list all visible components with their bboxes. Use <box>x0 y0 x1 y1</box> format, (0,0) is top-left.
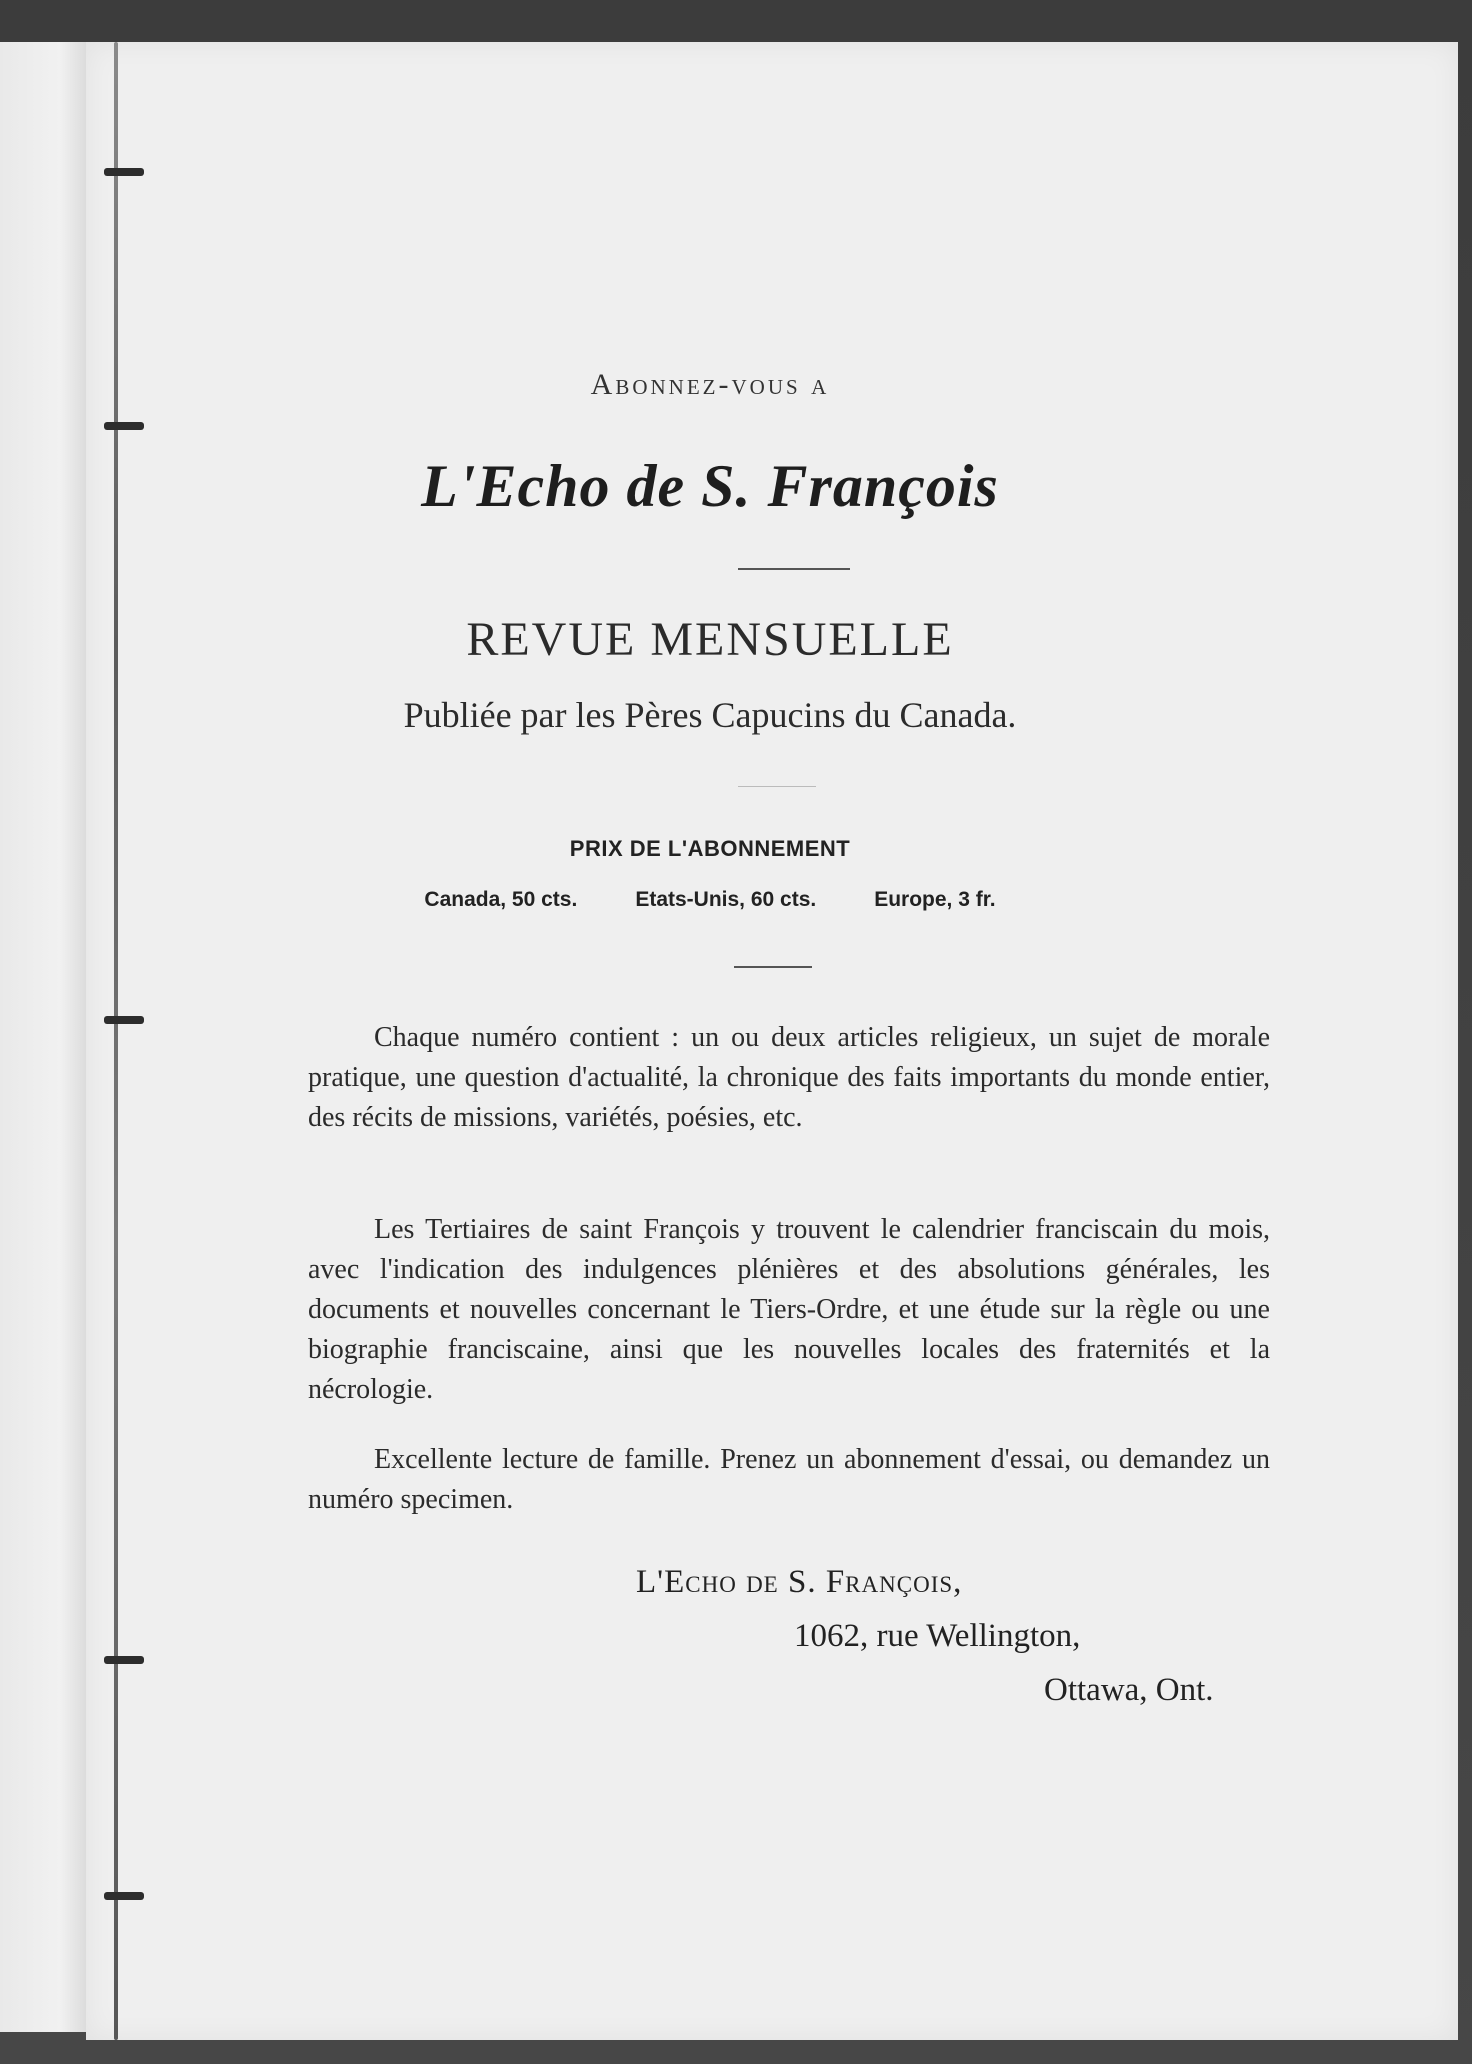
thread-line <box>114 42 118 2040</box>
paragraph-tertiaires: Les Tertiaires de saint François y trouvent le calendrier franciscain du mois, avec l'indication des indulgences plénières et des absolutions générales, les documents et nouvelles concernant le Tiers-Ordre, et une étude sur la règle ou une biographie franciscaine, ainsi que les nouvelles locales des fraternités et la nécrologie. <box>308 1214 1270 1405</box>
binding-stitch <box>104 422 144 430</box>
divider-rule <box>738 786 816 787</box>
binding-stitch <box>104 1892 144 1900</box>
journal-title: L'Echo de S. François <box>421 453 999 519</box>
divider-rule <box>738 568 850 570</box>
facing-page-edge <box>0 42 86 2032</box>
signature-city: Ottawa, Ont. <box>1044 1672 1214 1708</box>
page-content <box>300 0 1280 2064</box>
binding-stitch <box>104 168 144 176</box>
paragraph-contents: Chaque numéro contient : un ou deux articles religieux, un sujet de morale pratique, une question d'actualité, la chronique des faits importants du monde entier, des récits de missions, variétés, poésies, etc. <box>308 1022 1270 1133</box>
publisher-line: Publiée par les Pères Capucins du Canada. <box>403 695 1017 735</box>
price-europe: Europe, 3 fr. <box>874 888 996 911</box>
signature-street: 1062, rue Wellington, <box>794 1618 1081 1654</box>
price-canada: Canada, 50 cts. <box>424 888 578 911</box>
signature-name: L'Echo de S. François, <box>636 1564 963 1600</box>
price-list <box>300 888 1120 912</box>
paragraph-invitation: Excellente lecture de famille. Prenez un abonnement d'essai, ou demandez un numéro specimen. <box>308 1444 1270 1515</box>
price-etats-unis: Etats-Unis, 60 cts. <box>635 888 817 911</box>
revue-heading: REVUE MENSUELLE <box>466 613 954 666</box>
divider-rule <box>734 966 812 968</box>
subscribe-heading: Abonnez-vous a <box>590 368 830 401</box>
binding-stitch <box>104 1016 144 1024</box>
binding-thread <box>108 42 124 2040</box>
price-heading: PRIX DE L'ABONNEMENT <box>569 836 851 861</box>
binding-stitch <box>104 1656 144 1664</box>
